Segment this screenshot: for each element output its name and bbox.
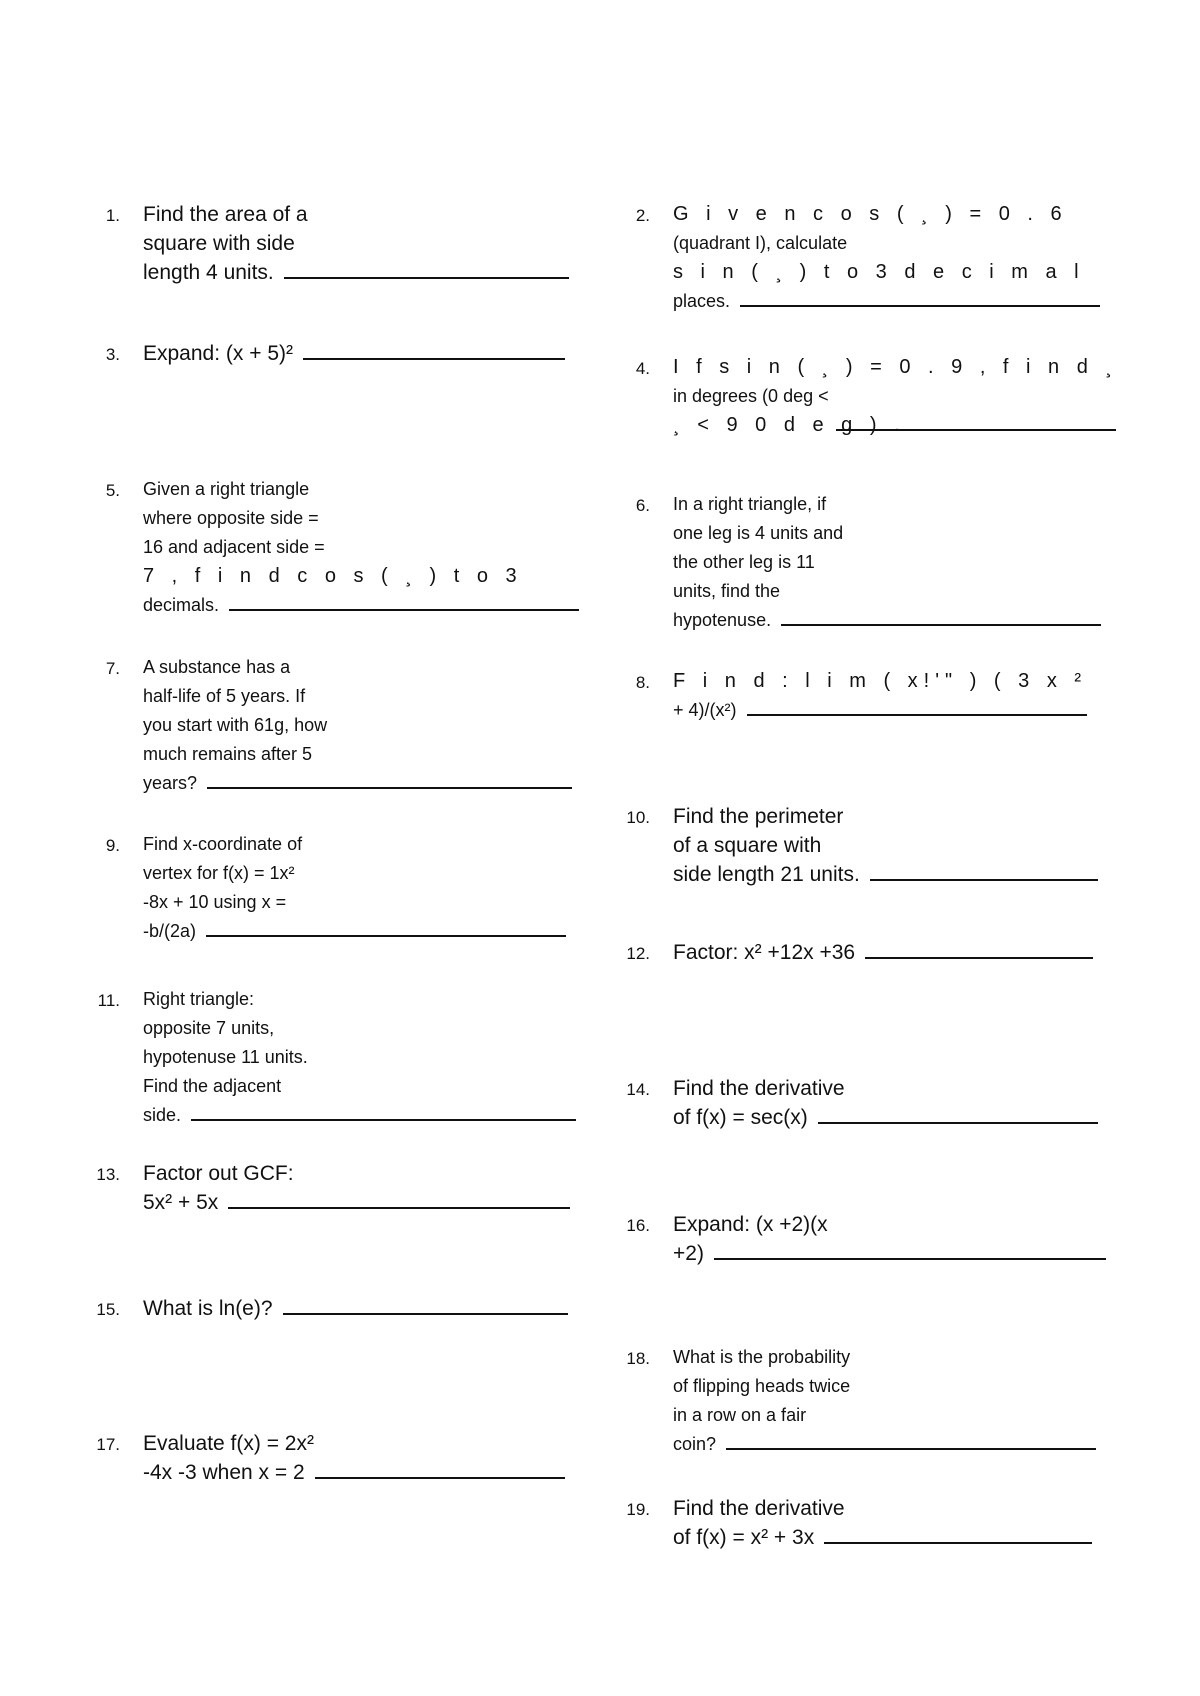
answer-blank[interactable] xyxy=(781,606,1101,626)
answer-blank[interactable] xyxy=(747,696,1087,716)
answer-blank[interactable] xyxy=(836,411,1116,431)
answer-blank[interactable] xyxy=(824,1524,1092,1544)
answer-blank[interactable] xyxy=(726,1430,1096,1450)
question-number: 17. xyxy=(96,1435,120,1454)
question-number: 12. xyxy=(626,944,650,963)
question-number: 13. xyxy=(96,1165,120,1184)
question-number: 18. xyxy=(626,1349,650,1368)
answer-blank[interactable] xyxy=(870,861,1098,881)
question-number: 19. xyxy=(626,1500,650,1519)
question-number: 7. xyxy=(105,659,120,678)
answer-blank[interactable] xyxy=(714,1240,1106,1260)
answer-blank[interactable] xyxy=(315,1459,565,1479)
question-number: 8. xyxy=(635,673,650,692)
answer-blank[interactable] xyxy=(284,259,569,279)
answer-blank[interactable] xyxy=(207,769,572,789)
question-number: 10. xyxy=(626,808,650,827)
answer-blank[interactable] xyxy=(229,591,579,611)
answer-blank[interactable] xyxy=(303,340,565,360)
answer-blank[interactable] xyxy=(740,287,1100,307)
question-number: 15. xyxy=(96,1300,120,1319)
question-number: 9. xyxy=(105,836,120,855)
answer-blank[interactable] xyxy=(191,1101,576,1121)
question-number: 6. xyxy=(635,496,650,515)
question-number: 2. xyxy=(635,206,650,225)
question-number: 16. xyxy=(626,1216,650,1235)
question-number: 3. xyxy=(105,345,120,364)
question-number: 14. xyxy=(626,1080,650,1099)
answer-blank[interactable] xyxy=(818,1104,1098,1124)
question-number: 1. xyxy=(105,206,120,225)
answer-blank[interactable] xyxy=(865,939,1093,959)
question-number: 4. xyxy=(635,359,650,378)
question-number: 11. xyxy=(97,991,120,1010)
answer-blank[interactable] xyxy=(228,1189,570,1209)
answer-blank[interactable] xyxy=(283,1295,568,1315)
answer-blank[interactable] xyxy=(206,917,566,937)
question-number: 5. xyxy=(105,481,120,500)
